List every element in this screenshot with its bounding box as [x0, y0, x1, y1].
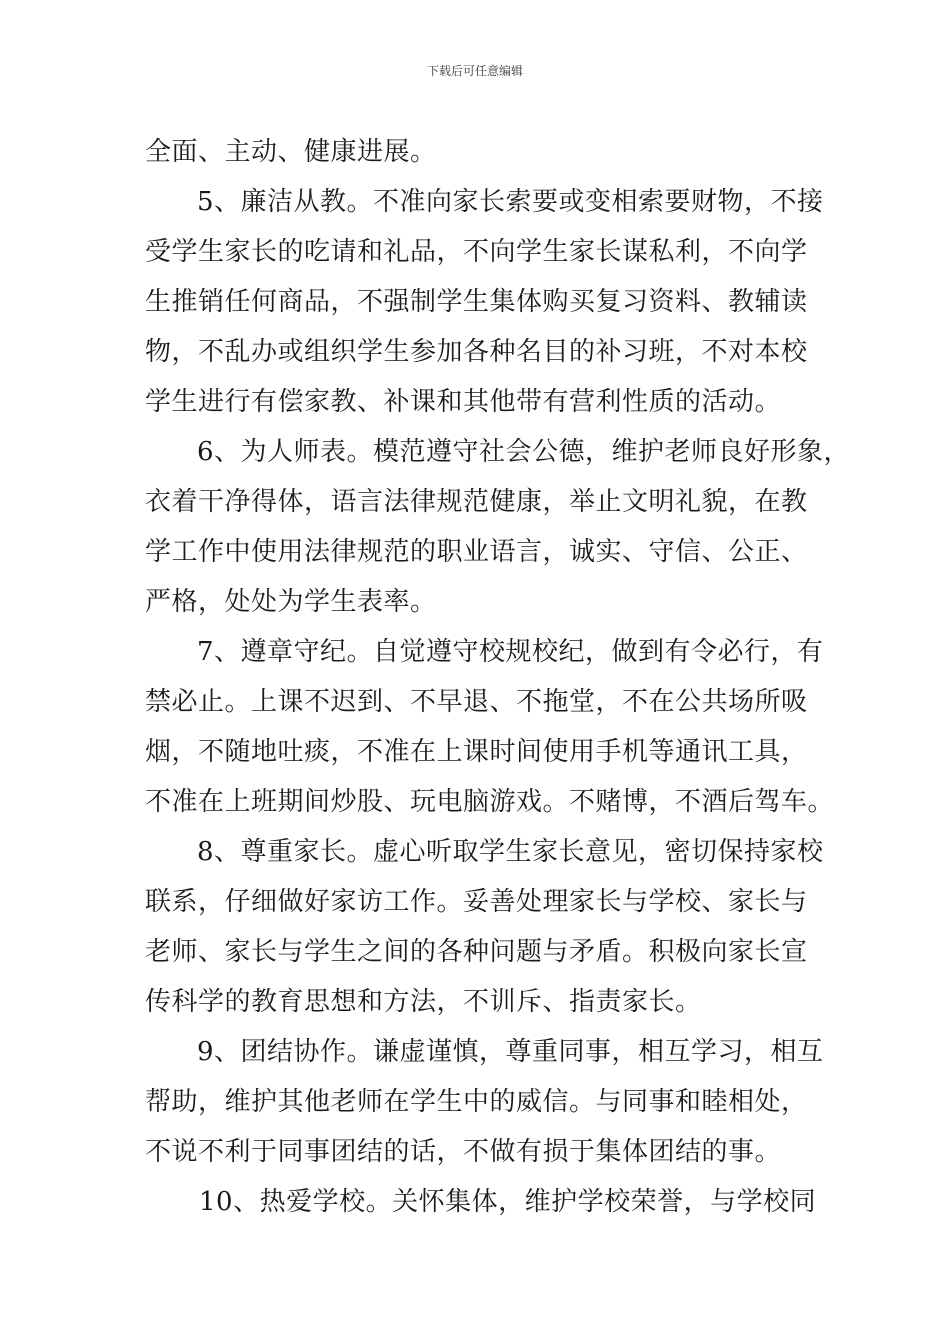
text-line: 严格，处处为学生表率。 [145, 587, 437, 617]
text-line: 衣着干净得体，语言法律规范健康，举止文明礼貌，在教 [145, 487, 808, 517]
paragraph-9-start: 9、团结协作。谦虚谨慎，尊重同事，相互学习，相互 [197, 1037, 824, 1067]
text-line: 物，不乱办或组织学生参加各种名目的补习班，不对本校 [145, 337, 808, 367]
text-line: 生推销任何商品，不强制学生集体购买复习资料、教辅读 [145, 287, 808, 317]
document-body [145, 127, 851, 1227]
page-header-note: 下载后可任意编辑 [426, 64, 523, 78]
text-line: 学工作中使用法律规范的职业语言，诚实、守信、公正、 [145, 537, 808, 567]
text-line: 帮助，维护其他老师在学生中的威信。与同事和睦相处， [145, 1087, 808, 1117]
text-line: 老师、家长与学生之间的各种问题与矛盾。积极向家长宣 [145, 937, 808, 967]
paragraph-8-start: 8、尊重家长。虚心听取学生家长意见，密切保持家校 [197, 837, 824, 867]
paragraph-5-start: 5、廉洁从教。不准向家长索要或变相索要财物，不接 [197, 187, 824, 217]
text-line: 学生进行有偿家教、补课和其他带有营利性质的活动。 [145, 387, 782, 417]
text-line: 联系，仔细做好家访工作。妥善处理家长与学校、家长与 [145, 887, 808, 917]
text-line: 受学生家长的吃请和礼品，不向学生家长谋私利，不向学 [145, 237, 808, 267]
text-line: 全面、主动、健康进展。 [145, 137, 437, 167]
paragraph-7-start: 7、遵章守纪。自觉遵守校规校纪，做到有令必行，有 [197, 637, 824, 667]
text-line: 烟，不随地吐痰，不准在上课时间使用手机等通讯工具， [145, 737, 808, 767]
paragraph-6-start: 6、为人师表。模范遵守社会公德，维护老师良好形象， [197, 437, 851, 467]
text-line: 不准在上班期间炒股、玩电脑游戏。不赌博，不酒后驾车。 [145, 787, 835, 817]
text-line: 不说不利于同事团结的话，不做有损于集体团结的事。 [145, 1137, 782, 1167]
text-line: 传科学的教育思想和方法，不训斥、指责家长。 [145, 987, 702, 1017]
text-line: 禁必止。上课不迟到、不早退、不拖堂，不在公共场所吸 [145, 687, 808, 717]
paragraph-10-start: 10、热爱学校。关怀集体，维护学校荣誉，与学校同 [199, 1187, 817, 1217]
